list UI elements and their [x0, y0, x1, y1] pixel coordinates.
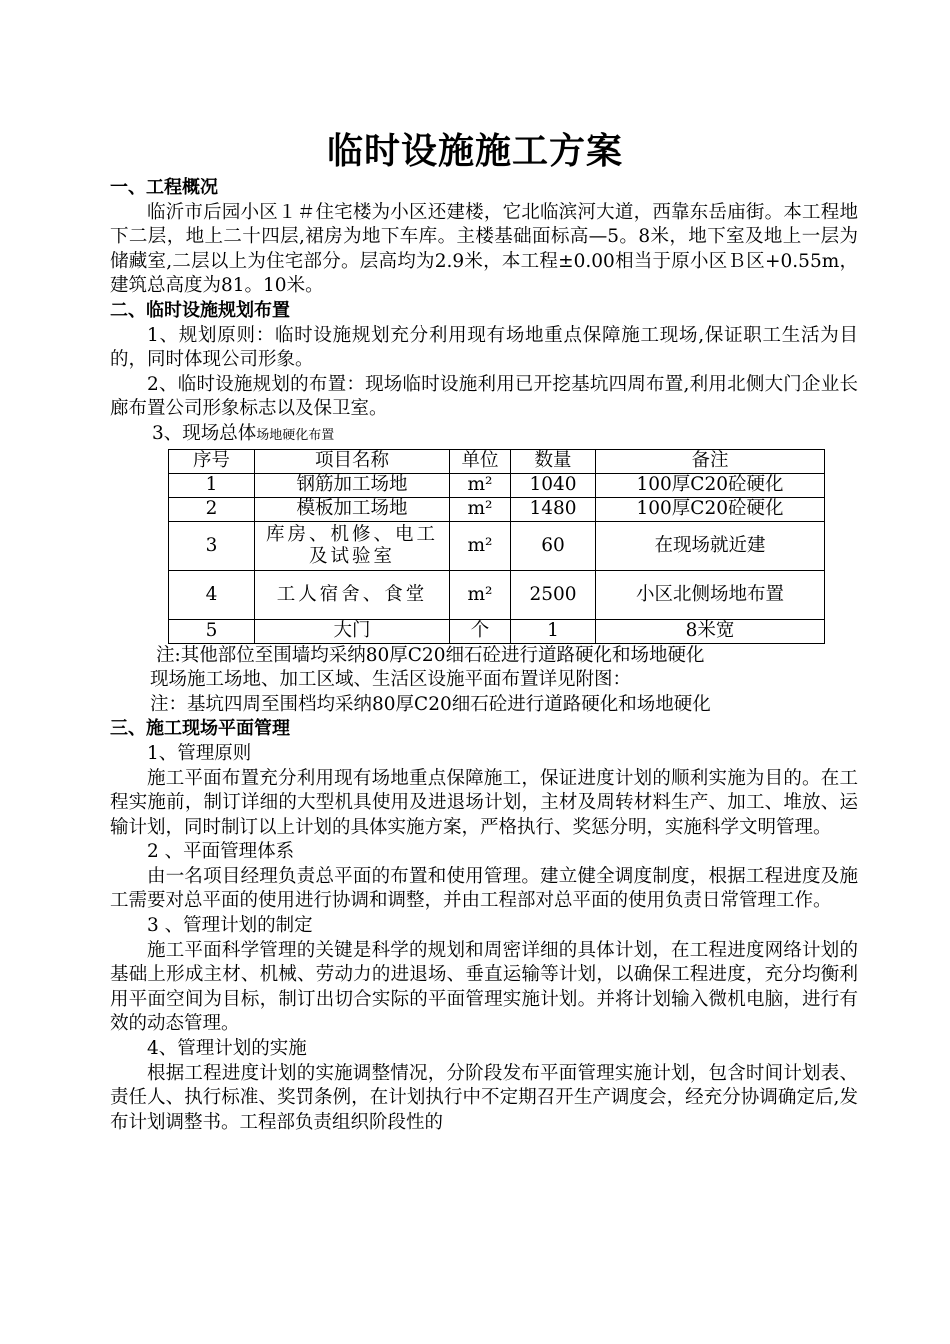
header-cell: 序号 [169, 449, 255, 473]
table-cell: 钢筋加工场地 [255, 473, 450, 497]
subheading-management-principle: 1、管理原则 [147, 742, 252, 764]
subheading-plan-implementation: 4、管理计划的实施 [147, 1038, 307, 1060]
table-cell: 在现场就近建 [596, 521, 825, 570]
table-cell: m² [450, 570, 511, 619]
section-heading-site-management: 三、施工现场平面管理 [110, 718, 290, 740]
table-cell: 3 [169, 521, 255, 570]
table-cell: m² [450, 497, 511, 521]
plan-implementation-paragraph: 根据工程进度计划的实施调整情况，分阶段发布平面管理实施计划，包含时间计划表、责任人、执行标准、奖罚条例，在计划执行中不定期召开生产调度会，经充分协调确定后,发布计划调整书。工程部负责组织阶段性的 [110, 1062, 858, 1133]
site-hardening-heading-main: 3、现场总体 [152, 422, 257, 444]
table-row [169, 473, 825, 497]
table-cell: 大门 [255, 619, 450, 643]
plan-formulation-paragraph: 施工平面科学管理的关键是科学的规划和周密详细的具体计划，在工程进度网络计划的基础上形成主材、机械、劳动力的进退场、垂直运输等计划，以确保工程进度，充分均衡利用平面空间为目标，制订出切合实际的平面管理实施计划。并将计划输入微机电脑，进行有效的动态管理。 [110, 939, 858, 1035]
section-heading-overview: 一、工程概况 [110, 177, 218, 198]
management-system-paragraph: 由一名项目经理负责总平面的布置和使用管理。建立健全调度制度，根据工程进度及施工需要对总平面的使用进行协调和调整，并由工程部对总平面的使用负责日常管理工作。 [110, 865, 858, 912]
header-cell: 备注 [596, 449, 825, 473]
table-cell: 4 [169, 570, 255, 619]
table-cell: 100厚C20砼硬化 [596, 473, 825, 497]
table-cell-text: 工人宿舍、食堂 [276, 583, 428, 605]
site-hardening-heading [110, 422, 858, 449]
table-cell: 100厚C20砼硬化 [596, 497, 825, 521]
overview-paragraph: 临沂市后园小区１＃住宅楼为小区还建楼，它北临滨河大道，西靠东岳庙街。本工程地下二层，地上二十四层,裙房为地下车库。主楼基础面标高—5。8米，地下室及地上一层为储藏室,二层以上为住宅部分。层高均为2.9米，本工程±0.00相当于原小区Ｂ区+0.55m，建筑总高度为81。10米。 [110, 201, 858, 297]
table-row [169, 521, 825, 570]
table-cell: m² [450, 473, 511, 497]
table-cell: 个 [450, 619, 511, 643]
table-cell: 1 [169, 473, 255, 497]
section-heading-temporary-facilities: 二、临时设施规划布置 [110, 299, 290, 321]
table-cell: 60 [511, 521, 596, 570]
site-hardening-heading-small: 场地硬化布置 [256, 427, 335, 443]
table-cell: 5 [169, 619, 255, 643]
table-cell: 2 [169, 497, 255, 521]
table-cell [255, 521, 450, 570]
table-notes [110, 644, 858, 718]
header-cell: 项目名称 [255, 449, 450, 473]
note-pit-perimeter: 注：基坑四周至围档均采纳80厚C20细石砼进行道路硬化和场地硬化 [150, 693, 711, 715]
table-cell: 1480 [511, 497, 596, 521]
subheading-plan-formulation: 3 、管理计划的制定 [147, 915, 313, 937]
planning-layout-paragraph: 2、临时设施规划的布置：现场临时设施利用已开挖基坑四周布置,利用北侧大门企业长廊布置公司形象标志以及保卫室。 [110, 373, 858, 420]
table-cell: 1040 [511, 473, 596, 497]
table-cell: 2500 [511, 570, 596, 619]
table-row [169, 619, 825, 643]
table-cell: 小区北侧场地布置 [596, 570, 825, 619]
site-hardening-table [168, 449, 825, 644]
table-row [169, 570, 825, 619]
note-other-areas: 注:其他部位至围墙均采纳80厚C20细石砼进行道路硬化和场地硬化 [156, 644, 705, 666]
table-header-row [169, 449, 825, 473]
table-cell: 8米宽 [596, 619, 825, 643]
table-cell [255, 570, 450, 619]
document-title: 临时设施施工方案 [326, 131, 623, 172]
table-cell-text: 库房、机修、电工及试验室 [265, 523, 438, 567]
management-principle-paragraph: 施工平面布置充分利用现有场地重点保障施工，保证进度计划的顺利实施为目的。在工程实施前，制订详细的大型机具使用及进退场计划，主材及周转材料生产、加工、堆放、运输计划，同时制订以上计划的具体实施方案，严格执行、奖惩分明，实施科学文明管理。 [110, 767, 858, 838]
note-layout-drawing: 现场施工场地、加工区域、生活区设施平面布置详见附图： [150, 669, 632, 691]
header-cell: 单位 [450, 449, 511, 473]
table-cell: m² [450, 521, 511, 570]
subheading-management-system: 2 、平面管理体系 [147, 841, 295, 863]
planning-principle-paragraph: 1、规划原则：临时设施规划充分利用现有场地重点保障施工现场,保证职工生活为目的，同时体现公司形象。 [110, 324, 858, 371]
table-cell: 1 [511, 619, 596, 643]
header-cell: 数量 [511, 449, 596, 473]
document-body [110, 176, 858, 1135]
table-cell: 模板加工场地 [255, 497, 450, 521]
table-row [169, 497, 825, 521]
